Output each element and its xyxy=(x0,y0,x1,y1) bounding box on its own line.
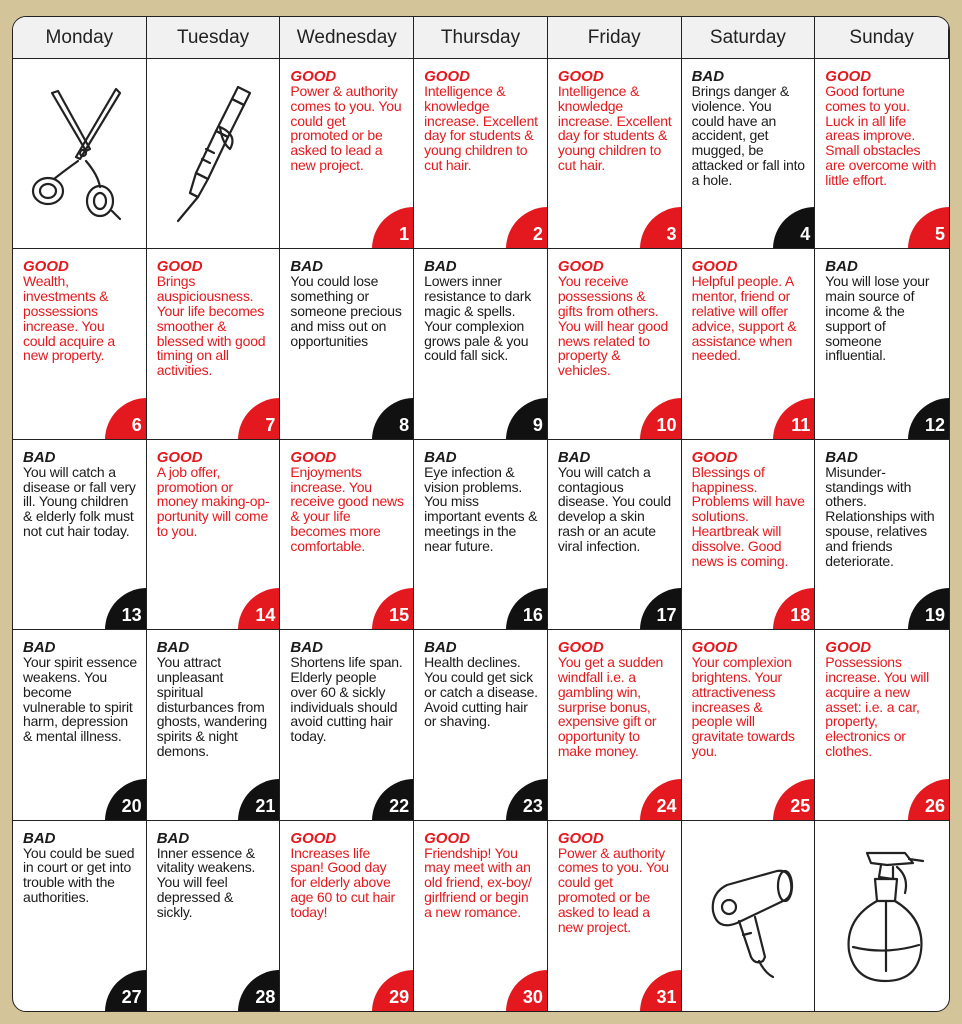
day-description: Enjoyments increase. You receive good news & your life becomes more comfortable. xyxy=(290,463,404,554)
day-cell xyxy=(147,630,281,820)
day-cell xyxy=(815,59,949,249)
day-number: 2 xyxy=(506,207,548,249)
day-header: Saturday xyxy=(682,17,816,59)
day-number: 18 xyxy=(773,588,815,630)
day-cell xyxy=(548,630,682,820)
day-status: BAD xyxy=(290,639,323,657)
day-number: 22 xyxy=(372,779,414,821)
day-number: 8 xyxy=(372,398,414,440)
day-description: Intelligence & knowledge increase. Excellent day for students & young children to cut hair. xyxy=(424,83,538,173)
day-status: GOOD xyxy=(156,258,203,276)
scissors-icon xyxy=(24,79,134,229)
day-status: GOOD xyxy=(825,68,872,85)
day-status: GOOD xyxy=(156,448,203,466)
day-header: Sunday xyxy=(815,17,949,59)
day-cell xyxy=(414,821,548,1011)
day-status: BAD xyxy=(557,448,591,466)
calendar xyxy=(12,16,950,1012)
day-number: 3 xyxy=(640,207,682,249)
day-status: GOOD xyxy=(424,829,470,847)
day-number: 21 xyxy=(238,779,280,821)
day-description: Blessings of happiness. Problems will have solutions. Heartbreak will dissolve. Good news is coming. xyxy=(691,463,805,569)
day-number: 13 xyxy=(105,588,147,630)
day-description: You attract unpleasant spiritual disturbances from ghosts, wandering spirits & night demons. xyxy=(156,654,267,759)
day-number: 31 xyxy=(640,970,682,1011)
day-status: BAD xyxy=(424,258,457,276)
day-status: BAD xyxy=(424,448,457,466)
day-cell xyxy=(682,630,816,820)
day-cell xyxy=(815,440,949,630)
day-status: BAD xyxy=(825,448,858,466)
day-cell xyxy=(414,440,548,630)
day-number: 24 xyxy=(640,779,682,821)
day-status: BAD xyxy=(156,639,190,657)
day-cell xyxy=(13,821,147,1011)
day-status: GOOD xyxy=(691,448,738,466)
day-cell xyxy=(815,249,949,439)
day-description: Lowers inner resistance to dark magic & spells. Your complexion grows pale & you could fall sick. xyxy=(424,273,532,364)
day-number: 20 xyxy=(105,779,147,821)
day-description: Friendship! You may meet with an old friend, ex-boy/ girlfriend or begin a new romance. xyxy=(424,844,532,920)
day-number: 14 xyxy=(238,588,280,630)
day-description: Shortens life span. Elderly people over 60 & sickly individuals should avoid cutting hair today. xyxy=(290,654,403,745)
day-description: You could lose something or someone precious and miss out on opportunities xyxy=(290,273,402,349)
day-status: GOOD xyxy=(557,258,604,276)
day-status: BAD xyxy=(424,639,457,657)
day-description: You receive possessions & gifts from others. You will hear good news related to property & vehicles. xyxy=(557,273,669,379)
day-description: Power & authority comes to you. You could get promoted or be asked to lead a new project. xyxy=(290,83,402,173)
day-description: Brings danger & violence. You could have an accident, get mugged, be attacked or fall into a hole. xyxy=(691,83,805,188)
day-cell xyxy=(414,59,548,249)
day-header: Tuesday xyxy=(147,17,281,59)
day-cell xyxy=(280,59,414,249)
day-description: Possessions increase. You will acquire a new asset: i.e. a car, property, electronics or clothes. xyxy=(825,654,930,759)
day-cell xyxy=(548,59,682,249)
day-description: You will catch a contagious disease. You could develop a skin rash or an acute viral infection. xyxy=(557,463,672,554)
day-description: Intelligence & knowledge increase. Excellent day for students & young children to cut hair. xyxy=(557,83,672,173)
day-status: GOOD xyxy=(691,639,738,657)
day-status: BAD xyxy=(23,639,56,657)
day-number: 12 xyxy=(908,398,949,440)
day-description: Good fortune comes to you. Luck in all life areas improve. Small obstacles are overcome with little effort. xyxy=(825,83,937,188)
day-description: Power & authority comes to you. You could get promoted or be asked to lead a new project. xyxy=(557,844,669,935)
day-cell xyxy=(682,249,816,439)
day-number: 28 xyxy=(238,970,280,1011)
day-number: 19 xyxy=(908,588,949,630)
day-number: 9 xyxy=(506,398,548,440)
day-status: GOOD xyxy=(23,258,69,276)
day-status: GOOD xyxy=(557,829,604,847)
day-description: Your spirit essence weakens. You become vulnerable to spirit harm, depression & mental illness. xyxy=(23,654,137,745)
day-number: 26 xyxy=(908,779,949,821)
day-cell xyxy=(682,440,816,630)
hair-dryer-cell xyxy=(682,821,816,1011)
day-number: 30 xyxy=(506,970,548,1011)
day-description: Brings auspiciousness. Your life becomes smoother & blessed with good timing on all activities. xyxy=(156,273,266,379)
day-cell xyxy=(280,249,414,439)
day-number: 27 xyxy=(105,970,147,1011)
day-description: Health declines. You could get sick or catch a disease. Avoid cutting hair or shaving. xyxy=(424,654,538,730)
day-header: Thursday xyxy=(414,17,548,59)
day-description: Inner essence & vitality weakens. You will feel depressed & sickly. xyxy=(156,844,256,920)
day-number: 25 xyxy=(773,779,815,821)
day-status: BAD xyxy=(23,448,56,466)
day-cell xyxy=(147,440,281,630)
day-number: 29 xyxy=(372,970,414,1011)
day-status: GOOD xyxy=(557,639,604,657)
day-cell xyxy=(13,440,147,630)
calendar-grid xyxy=(13,17,949,1011)
scissors-cell xyxy=(13,59,147,249)
day-cell xyxy=(682,59,816,249)
day-description: You will catch a disease or fall very ill. Young children & elderly folk must not cut hair today. xyxy=(23,463,136,539)
spray-bottle-cell xyxy=(815,821,949,1011)
day-status: BAD xyxy=(691,68,725,85)
day-cell xyxy=(414,630,548,820)
day-cell xyxy=(13,249,147,439)
day-number: 1 xyxy=(372,207,414,249)
day-cell xyxy=(548,440,682,630)
day-description: You will lose your main source of income & the support of someone influential. xyxy=(825,273,930,364)
day-number: 6 xyxy=(105,398,147,440)
day-status: BAD xyxy=(156,829,190,847)
day-number: 11 xyxy=(773,398,815,440)
hair-dryer-icon xyxy=(693,841,803,991)
day-cell xyxy=(548,249,682,439)
day-number: 23 xyxy=(506,779,548,821)
day-description: Increases life span! Good day for elderly above age 60 to cut hair today! xyxy=(290,844,396,920)
day-cell xyxy=(815,630,949,820)
day-header: Wednesday xyxy=(280,17,414,59)
day-description: Your complexion brightens. Your attractiveness increases & people will gravitate towards you. xyxy=(691,654,795,759)
day-number: 17 xyxy=(640,588,682,630)
day-cell xyxy=(280,440,414,630)
day-cell xyxy=(414,249,548,439)
day-status: BAD xyxy=(290,258,323,276)
day-number: 5 xyxy=(908,207,949,249)
day-description: Helpful people. A mentor, friend or relative will offer advice, support & assistance when needed. xyxy=(691,273,797,364)
day-number: 15 xyxy=(372,588,414,630)
day-status: BAD xyxy=(825,258,858,276)
day-status: GOOD xyxy=(290,829,337,847)
day-status: GOOD xyxy=(424,68,470,85)
day-cell xyxy=(13,630,147,820)
day-number: 7 xyxy=(238,398,280,440)
day-description: You could be sued in court or get into trouble with the authorities. xyxy=(23,844,135,905)
day-number: 10 xyxy=(640,398,682,440)
day-status: GOOD xyxy=(290,68,337,85)
spray-bottle-icon xyxy=(827,841,937,991)
curling-iron-cell xyxy=(147,59,281,249)
day-header: Friday xyxy=(548,17,682,59)
day-description: You get a sudden windfall i.e. a gambling win, surprise bonus, expensive gift or opportunity to make money. xyxy=(557,654,664,759)
day-status: GOOD xyxy=(825,639,872,657)
day-description: A job offer, promotion or money making-op-portunity will come to you. xyxy=(156,463,270,539)
day-cell xyxy=(280,821,414,1011)
day-description: Wealth, investments & possessions increase. You could acquire a new property. xyxy=(23,273,115,364)
day-status: GOOD xyxy=(557,68,604,85)
day-cell xyxy=(548,821,682,1011)
day-header: Monday xyxy=(13,17,147,59)
day-description: Eye infection & vision problems. You miss important events & meetings in the near future. xyxy=(424,463,538,554)
day-cell xyxy=(147,821,281,1011)
day-status: GOOD xyxy=(290,448,337,466)
day-status: GOOD xyxy=(691,258,738,276)
day-status: BAD xyxy=(23,829,56,847)
day-cell xyxy=(147,249,281,439)
day-number: 16 xyxy=(506,588,548,630)
day-number: 4 xyxy=(773,207,815,249)
curling-iron-icon xyxy=(158,79,268,229)
day-description: Misunder-standings with others. Relationships with spouse, relatives and friends deteriorate. xyxy=(825,463,935,569)
day-cell xyxy=(280,630,414,820)
